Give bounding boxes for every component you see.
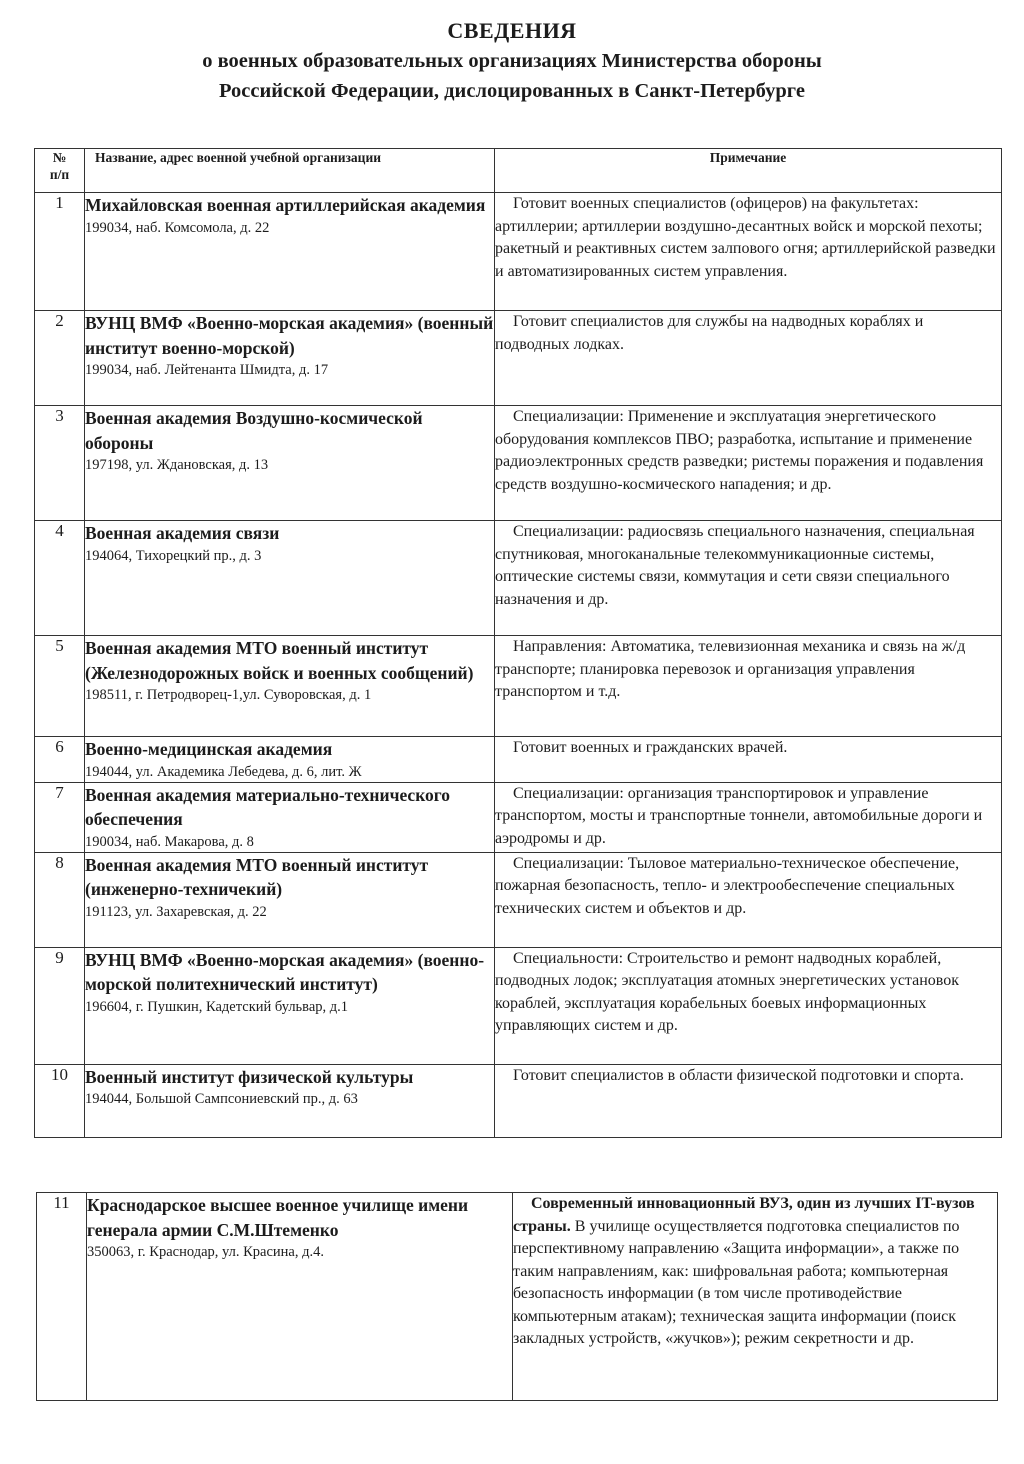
org-cell <box>85 1064 495 1137</box>
org-address: 350063, г. Краснодар, ул. Красина, д.4. <box>87 1244 324 1260</box>
org-cell <box>85 636 495 737</box>
row-number: 6 <box>35 737 85 783</box>
note-cell <box>513 1193 998 1401</box>
row-number: 3 <box>35 406 85 521</box>
column-header-number <box>35 149 85 193</box>
org-note: Направления: Автоматика, телевизионная механика и связь на ж/д транспорте; планировка перевозок и организация управления транспортом и т.д. <box>495 638 966 700</box>
org-note: Специализации: Применение и эксплуатация энергетического оборудования комплексов ПВО; разработка, испытание и применение радиоэлектронных средств разведки; ристемы поражения и подавления средств воздушно-космического нападения; и др. <box>495 408 984 493</box>
column-header-number-line-1: № <box>52 150 67 165</box>
note-cell <box>495 636 1002 737</box>
note-cell <box>495 193 1002 311</box>
document-subtitle-line-2: Российской Федерации, дислоцированных в Санкт-Петербурге <box>219 80 805 102</box>
note-cell <box>495 311 1002 406</box>
table-row <box>35 782 1002 852</box>
note-cell <box>495 947 1002 1064</box>
row-number: 4 <box>35 521 85 636</box>
table-header-row <box>35 149 1002 193</box>
note-cell <box>495 521 1002 636</box>
table-row <box>35 311 1002 406</box>
org-address: 194044, Большой Сампсониевский пр., д. 63 <box>85 1091 358 1107</box>
org-cell <box>85 852 495 947</box>
row-number: 8 <box>35 852 85 947</box>
table-row <box>35 521 1002 636</box>
row-number: 9 <box>35 947 85 1064</box>
org-cell <box>85 737 495 783</box>
org-name: Военно-медицинская академия <box>85 739 333 759</box>
org-note: Специализации: радиосвязь специального назначения, специальная спутниковая, многоканальные телекоммуникационные системы, оптические системы связи, коммутация и сети связи специального назначения и др. <box>495 523 975 608</box>
org-address: 196604, г. Пушкин, Кадетский бульвар, д.1 <box>85 998 349 1015</box>
org-cell <box>85 193 495 311</box>
org-name: ВУНЦ ВМФ «Военно-морская академия» (военно-морской политехнический институт) <box>85 949 485 994</box>
row-number: 7 <box>35 782 85 852</box>
row-number: 5 <box>35 636 85 737</box>
org-address: 199034, наб. Комсомола, д. 22 <box>85 219 270 236</box>
document-subtitle-line-1: о военных образовательных организациях Министерства обороны <box>202 50 822 72</box>
table-row <box>35 193 1002 311</box>
note-cell <box>495 737 1002 783</box>
column-header-number-line-2: п/п <box>49 167 70 182</box>
org-note: Специализации: Тыловое материально-техническое обеспечение, пожарная безопасность, тепло- и электрообеспечение специальных технических систем и объектов и др. <box>495 854 960 917</box>
org-name: Военная академия МТО военный институт (Железнодорожных войск и военных сообщений) <box>85 638 474 683</box>
org-note: Готовит военных и гражданских врачей. <box>513 739 788 756</box>
org-name: ВУНЦ ВМФ «Военно-морская академия» (военный институт военно-морской) <box>85 313 494 358</box>
note-cell <box>495 406 1002 521</box>
org-cell <box>85 311 495 406</box>
org-cell <box>87 1193 513 1401</box>
table-row <box>35 636 1002 737</box>
org-note-highlight: Современный инновационный ВУЗ, один из лучших IT-вузов страны. <box>513 1195 975 1235</box>
org-address: 191123, ул. Захаревская, д. 22 <box>85 903 267 920</box>
org-address: 199034, наб. Лейтенанта Шмидта, д. 17 <box>85 362 329 378</box>
org-note: Специализации: организация транспортировок и управление транспортом, мосты и транспортные тоннели, автомобильные дороги и аэродромы и др. <box>495 784 983 847</box>
column-header-note: Примечание <box>495 149 1002 193</box>
document-title: СВЕДЕНИЯ <box>447 18 577 43</box>
column-header-name: Название, адрес военной учебной организации <box>85 149 495 193</box>
note-cell <box>495 852 1002 947</box>
table-row <box>35 737 1002 783</box>
org-note-body: В училище осуществляется подготовка специалистов по перспективному направлению «Защита информации», а также по таким направлениям, как: шифровальная работа; компьютерная безопасность информации (в том числе противодействие компьютерным атакам); техническая защита информации (поиск закладных устройств, «жучков»); режим секретности и др. <box>513 1217 960 1347</box>
org-cell <box>85 782 495 852</box>
org-name: Краснодарское высшее военное училище имени генерала армии С.М.Штеменко <box>87 1195 469 1240</box>
org-name: Военная академия Воздушно-космической обороны <box>85 408 423 453</box>
org-address: 198511, г. Петродворец-1,ул. Суворовская, д. 1 <box>85 687 372 703</box>
note-cell <box>495 1064 1002 1137</box>
table-row <box>35 1064 1002 1137</box>
document-header <box>0 14 1024 106</box>
org-cell <box>85 947 495 1064</box>
org-name: Военная академия связи <box>85 523 280 543</box>
org-name: Военная академия материально-технического обеспечения <box>85 784 451 829</box>
row-number: 10 <box>35 1064 85 1137</box>
row-number: 2 <box>35 311 85 406</box>
org-note <box>513 1193 997 1351</box>
org-address: 194064, Тихорецкий пр., д. 3 <box>85 547 262 564</box>
table-row <box>37 1193 998 1401</box>
org-note: Специальности: Строительство и ремонт надводных кораблей, подводных лодок; эксплуатация атомных энергетических установок кораблей, эксплуатация корабельных боевых информационных управляющих систем и др. <box>495 949 959 1034</box>
organizations-table <box>34 148 1002 1138</box>
row-number: 11 <box>37 1193 87 1401</box>
org-name: Михайловская военная артиллерийская академия <box>85 195 486 215</box>
org-address: 197198, ул. Ждановская, д. 13 <box>85 457 269 473</box>
additional-organization-table <box>36 1192 998 1401</box>
org-cell <box>85 406 495 521</box>
org-address: 194044, ул. Академика Лебедева, д. 6, лит. Ж <box>85 763 362 780</box>
org-note: Готовит военных специалистов (офицеров) на факультетах: артиллерии; артиллерии воздушно-десантных войск и морской пехоты; ракетный и реактивных систем залпового огня; артиллерийской разведки и автоматизированных систем управления. <box>495 195 996 280</box>
org-name: Военная академия МТО военный институт (инженерно-техничекий) <box>85 854 429 899</box>
org-note: Готовит специалистов для службы на надводных кораблях и подводных лодках. <box>495 313 924 353</box>
org-cell <box>85 521 495 636</box>
table-row <box>35 852 1002 947</box>
table-row <box>35 947 1002 1064</box>
row-number: 1 <box>35 193 85 311</box>
note-cell <box>495 782 1002 852</box>
org-note: Готовит специалистов в области физической подготовки и спорта. <box>513 1066 964 1084</box>
org-name: Военный институт физической культуры <box>85 1066 414 1087</box>
table-row <box>35 406 1002 521</box>
org-address: 190034, наб. Макарова, д. 8 <box>85 833 254 850</box>
